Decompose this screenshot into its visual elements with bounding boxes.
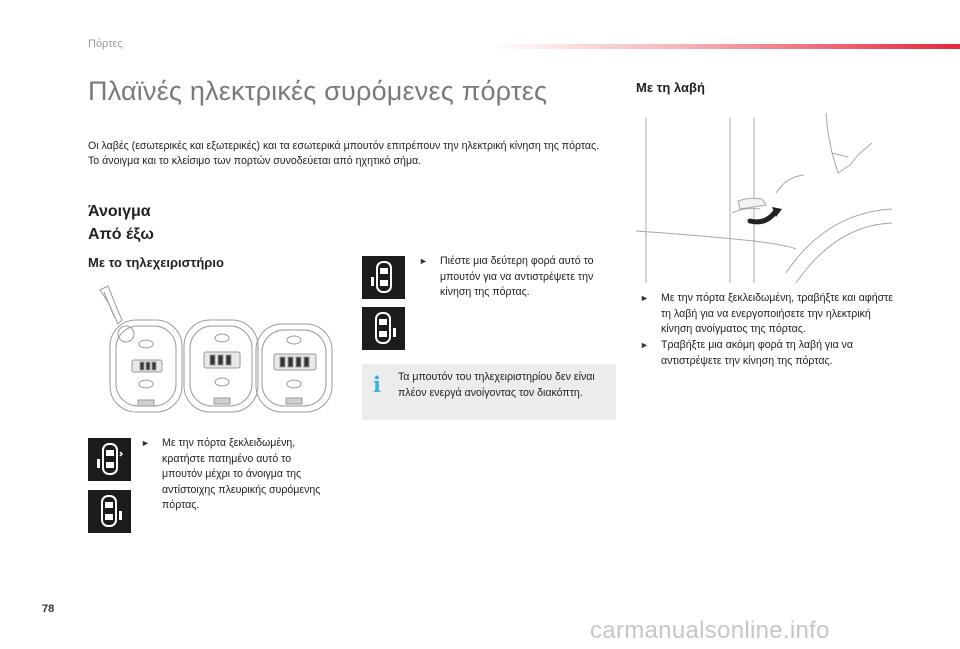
intro-line: Οι λαβές (εσωτερικές και εξωτερικές) και τα εσωτερικά μπουτόν επιτρέπουν την ηλεκτρική κίνηση της πόρτας. <box>88 140 600 152</box>
sliding-door-right-icon <box>88 490 131 533</box>
info-note <box>362 364 616 420</box>
remote-keys-illustration <box>88 282 338 422</box>
info-icon: i <box>373 372 381 397</box>
sliding-door-left-icon <box>88 438 131 481</box>
door-handle-illustration <box>636 113 892 285</box>
triangle-bullet-icon: ► <box>640 293 649 303</box>
triangle-bullet-icon: ► <box>640 340 649 350</box>
heading-remote: Με το τηλεχειριστήριο <box>88 255 224 270</box>
handle-bullet-1: ► Με την πόρτα ξεκλειδωμένη, τραβήξτε και αφήστε τη λαβή για να ενεργοποιήσετε την ηλεκτρική κίνηση ανοίγματος της πόρτας. <box>640 292 894 335</box>
heading-handle: Με τη λαβή <box>636 80 705 95</box>
heading-outside: Από έξω <box>88 226 154 243</box>
intro-text <box>88 139 618 169</box>
info-text: Τα μπουτόν του τηλεχειριστηρίου δεν είναι πλέον ενεργά ανοίγοντας τον διακόπτη. <box>398 371 595 399</box>
heading-opening: Άνοιγμα <box>88 203 151 220</box>
page-title: Πλαϊνές ηλεκτρικές συρόμενες πόρτες <box>88 76 548 106</box>
triangle-bullet-icon: ► <box>419 256 428 266</box>
sliding-door-left-icon <box>362 256 405 299</box>
header-accent-bar <box>490 44 960 49</box>
intro-line: Το άνοιγμα και το κλείσιμο των πορτών συνοδεύεται από ηχητικό σήμα. <box>88 155 422 167</box>
watermark: carmanualsonline.info <box>590 617 830 644</box>
page-number: 78 <box>42 603 55 615</box>
remote-bullet-1: ► Με την πόρτα ξεκλειδωμένη, κρατήστε πατημένο αυτό το μπουτόν μέχρι το άνοιγμα της αντίστοιχης πλευρικής συρόμενης πόρτας. <box>141 437 321 511</box>
handle-bullet-2: ► Τραβήξτε μια ακόμη φορά τη λαβή για να αντιστρέψετε την κίνηση της πόρτας. <box>640 339 854 367</box>
triangle-bullet-icon: ► <box>141 438 150 448</box>
remote-bullet-2: ► Πιέστε μια δεύτερη φορά αυτό το μπουτόν για να αντιστρέψετε την κίνηση της πόρτας. <box>419 255 594 298</box>
section-label: Πόρτες <box>88 38 123 50</box>
sliding-door-right-icon <box>362 307 405 350</box>
